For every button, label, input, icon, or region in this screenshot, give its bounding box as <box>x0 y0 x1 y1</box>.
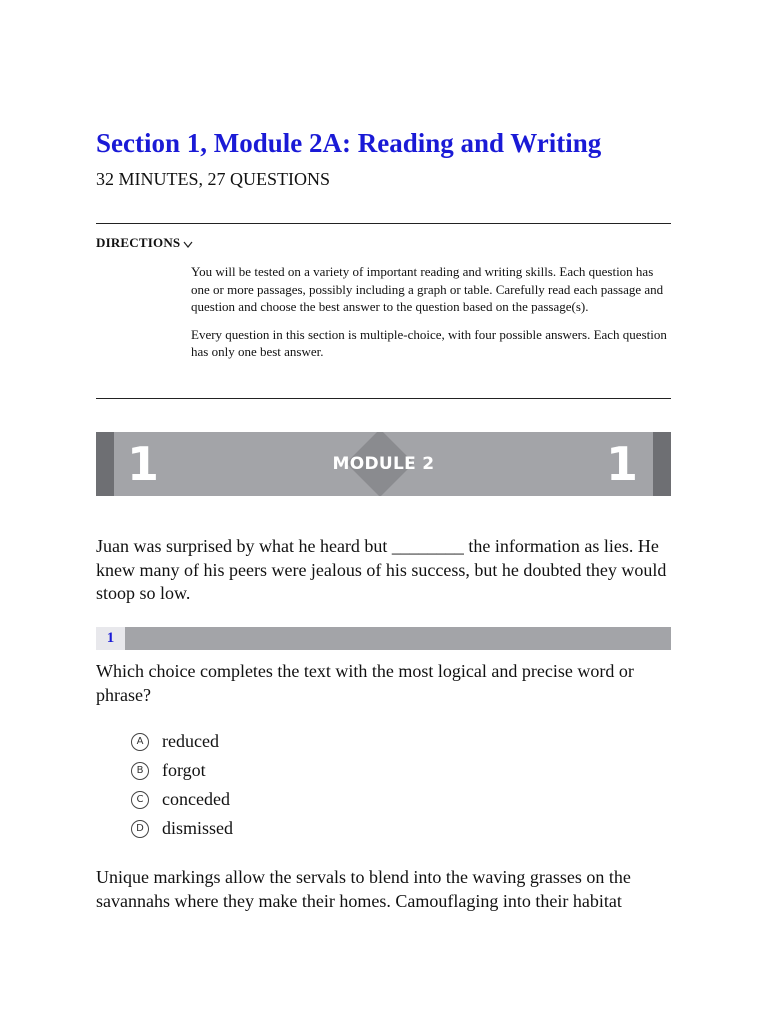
directions-paragraph: Every question in this section is multiple-choice, with four possible answers. Each question has only one best answer. <box>191 326 667 359</box>
section-title: Section 1, Module 2A: Reading and Writing <box>96 128 602 158</box>
answer-choice-d[interactable] <box>131 814 233 843</box>
next-question-passage: Unique markings allow the servals to blend into the waving grasses on the savannahs where they make their homes. Camouflaging into their habitat <box>96 867 631 911</box>
directions-text <box>191 263 673 371</box>
divider-top <box>96 223 671 224</box>
directions-toggle[interactable] <box>96 235 193 251</box>
section-subtitle: 32 MINUTES, 27 QUESTIONS <box>96 169 330 189</box>
section-number-right: 1 <box>605 437 638 491</box>
choice-text: forgot <box>162 760 206 780</box>
module-label: MODULE 2 <box>332 454 435 474</box>
divider-bottom <box>96 398 671 399</box>
section-number-left: 1 <box>127 437 160 491</box>
question-number-bar <box>96 627 671 650</box>
choice-c-bubble-icon[interactable]: C <box>131 791 149 809</box>
choice-a-bubble-icon[interactable]: A <box>131 733 149 751</box>
answer-choice-b[interactable] <box>131 756 233 785</box>
choice-b-bubble-icon[interactable]: B <box>131 762 149 780</box>
choice-text: conceded <box>162 789 230 809</box>
question-number: 1 <box>96 627 125 650</box>
directions-label: DIRECTIONS <box>96 235 181 250</box>
chevron-down-icon <box>183 239 193 249</box>
directions-paragraph: You will be tested on a variety of important reading and writing skills. Each question has one or more passages, possibly including a graph or table. Carefully read each passage and question and choose the best answer to the question based on the passage(s). <box>191 264 664 314</box>
answer-choice-c[interactable] <box>131 785 233 814</box>
choice-text: dismissed <box>162 818 234 838</box>
module-banner <box>96 432 671 496</box>
answer-choice-a[interactable] <box>131 727 233 756</box>
answer-choices <box>131 727 233 843</box>
choice-d-bubble-icon[interactable]: D <box>131 820 149 838</box>
question-prompt: Which choice completes the text with the most logical and precise word or phrase? <box>96 661 634 705</box>
question-passage: Juan was surprised by what he heard but ________ the information as lies. He knew many of his peers were jealous of his success, but he doubted they would stoop so low. <box>96 536 667 603</box>
choice-text: reduced <box>162 731 219 751</box>
